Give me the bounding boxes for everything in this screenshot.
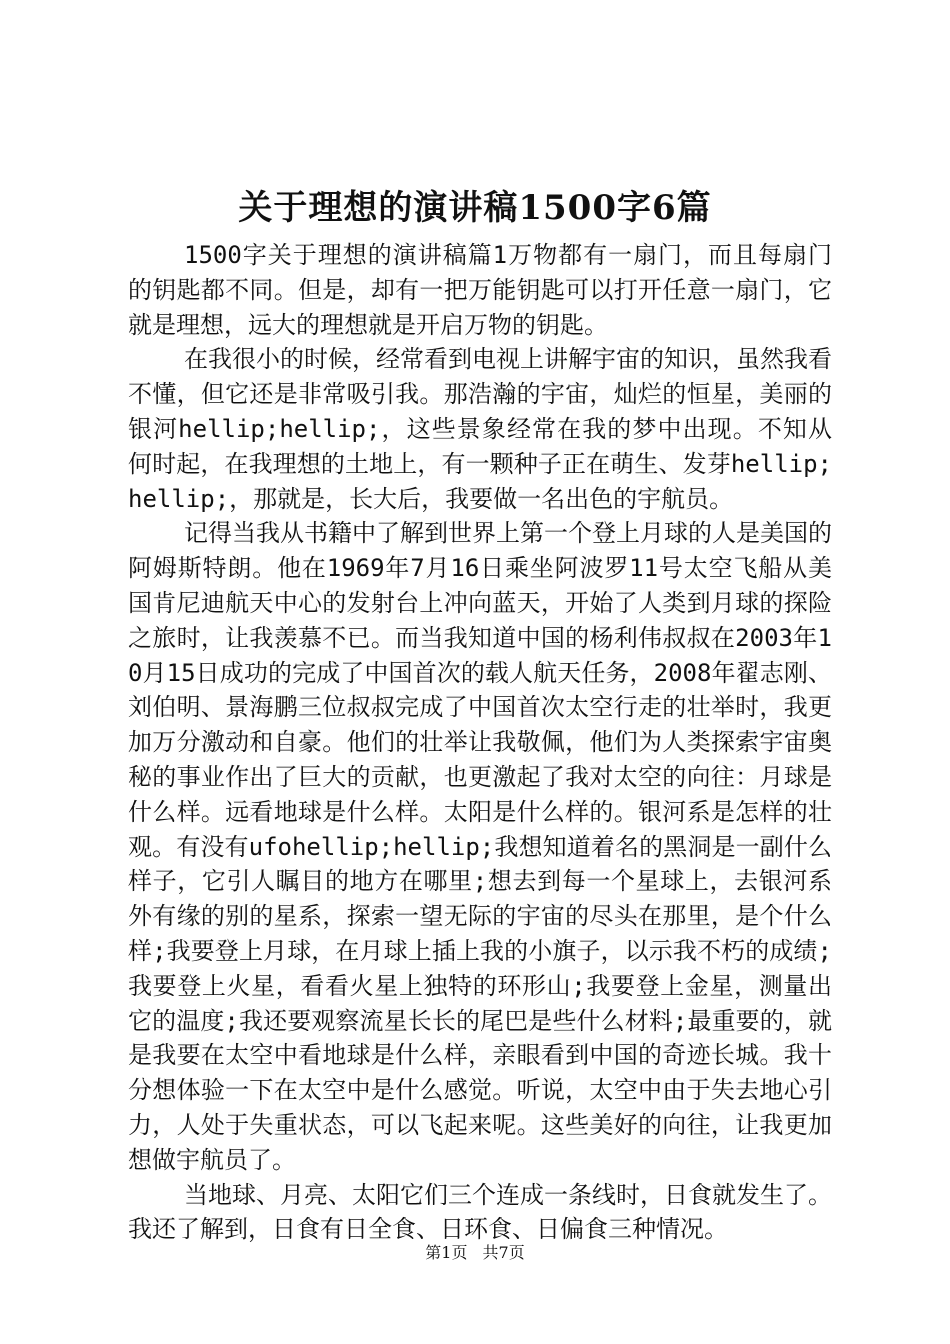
paragraph: 在我很小的时候，经常看到电视上讲解宇宙的知识，虽然我看不懂，但它还是非常吸引我。那浩瀚的宇宙，灿烂的恒星，美丽的银河hellip;hellip;，这些景象经常在我的梦中出现。不知从何时起，在我理想的土地上，有一颗种子正在萌生、发芽hellip;hellip;，那就是，长大后，我要做一名出色的宇航员。 [128,345,832,513]
document-body [128,238,832,1247]
paragraph: 记得当我从书籍中了解到世界上第一个登上月球的人是美国的阿姆斯特朗。他在1969年7月16日乘坐阿波罗11号太空飞船从美国肯尼迪航天中心的发射台上冲向蓝天，开始了人类到月球的探险之旅时，让我羡慕不已。而当我知道中国的杨利伟叔叔在2003年10月15日成功的完成了中国首次的载人航天任务，2008年翟志刚、刘伯明、景海鹏三位叔叔完成了中国首次太空行走的壮举时，我更加万分激动和自豪。他们的壮举让我敬佩，他们为人类探索宇宙奥秘的事业作出了巨大的贡献，也更激起了我对太空的向往：月球是什么样。远看地球是什么样。太阳是什么样的。银河系是怎样的壮观。有没有ufohellip;hellip;我想知道着名的黑洞是一副什么样子，它引人瞩目的地方在哪里;想去到每一个星球上，去银河系外有缘的别的星系，探索一望无际的宇宙的尽头在那里，是个什么样;我要登上月球，在月球上插上我的小旗子，以示我不朽的成绩;我要登上火星，看看火星上独特的环形山;我要登上金星，测量出它的温度;我还要观察流星长长的尾巴是些什么材料;最重要的，就是我要在太空中看地球是什么样，亲眼看到中国的奇迹长城。我十分想体验一下在太空中是什么感觉。听说，太空中由于失去地心引力，人处于失重状态，可以飞起来呢。这些美好的向往，让我更加想做宇航员了。 [128,519,832,1174]
paragraph: 当地球、月亮、太阳它们三个连成一条线时，日食就发生了。我还了解到，日食有日全食、日环食、日偏食三种情况。 [128,1180,832,1244]
page-footer [0,1241,950,1265]
page-total: 共7页 [482,1243,525,1262]
paragraph: 1500字关于理想的演讲稿篇1万物都有一扇门，而且每扇门的钥匙都不同。但是，却有一把万能钥匙可以打开任意一扇门，它就是理想，远大的理想就是开启万物的钥匙。 [128,241,832,339]
document-title: 关于理想的演讲稿1500字6篇 [238,188,712,228]
page-number: 第1页 [425,1243,468,1262]
